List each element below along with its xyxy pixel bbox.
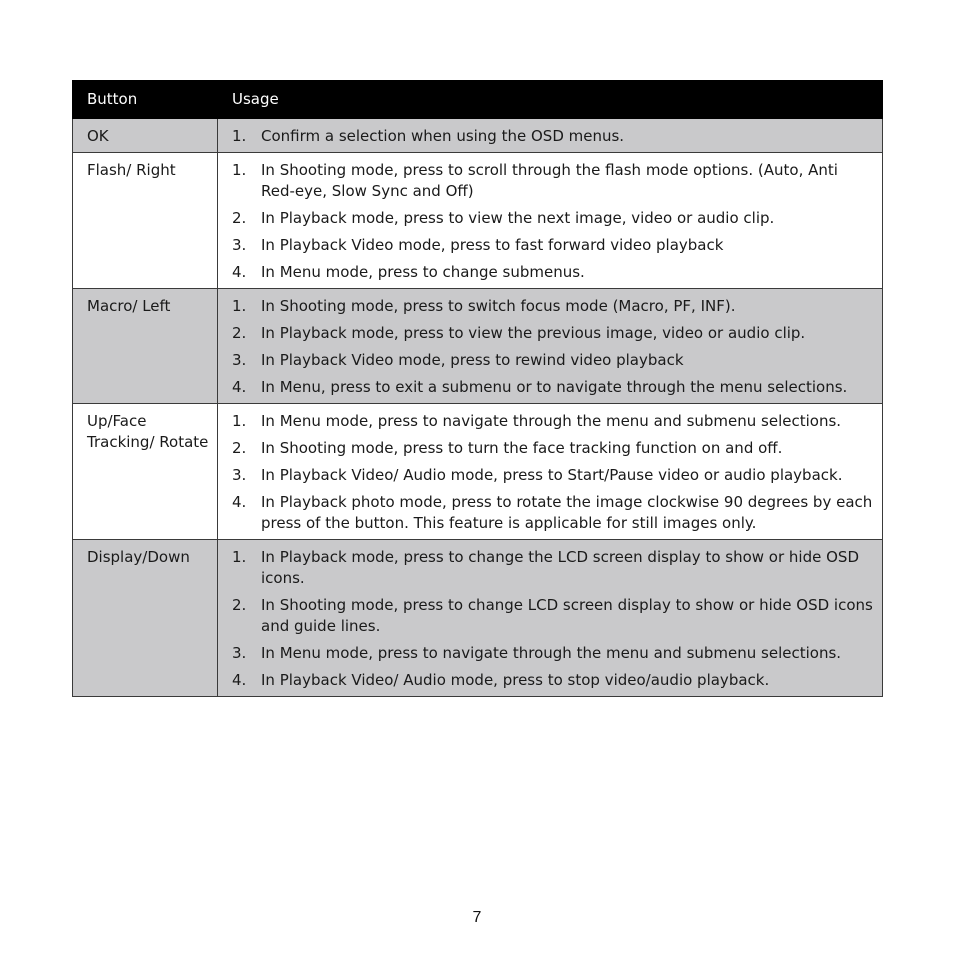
button-cell: Up/Face Tracking/ Rotate <box>73 404 218 540</box>
list-item <box>232 377 874 398</box>
list-item <box>232 438 874 459</box>
list-item <box>232 160 874 202</box>
item-number: 3. <box>232 466 247 484</box>
item-text: In Playback mode, press to change the LCD screen display to show or hide OSD icons. <box>261 548 859 587</box>
header-usage: Usage <box>218 81 883 119</box>
usage-cell <box>218 289 883 404</box>
list-item <box>232 262 874 283</box>
list-item <box>232 465 874 486</box>
list-item <box>232 323 874 344</box>
usage-cell <box>218 404 883 540</box>
item-number: 3. <box>232 236 247 254</box>
item-number: 3. <box>232 351 247 369</box>
header-button: Button <box>73 81 218 119</box>
item-text: In Shooting mode, press to scroll through the flash mode options. (Auto, Anti Red-eye, Slow Sync and Off) <box>261 161 838 200</box>
item-number: 1. <box>232 127 247 145</box>
item-number: 1. <box>232 548 247 566</box>
page-number: 7 <box>472 909 482 926</box>
item-text: In Playback Video mode, press to rewind video playback <box>261 351 684 369</box>
item-text: In Playback photo mode, press to rotate the image clockwise 90 degrees by each press of the button. This feature is applicable for still images only. <box>261 493 873 532</box>
list-item <box>232 595 874 637</box>
list-item <box>232 296 874 317</box>
list-item <box>232 350 874 371</box>
list-item <box>232 411 874 432</box>
list-item <box>232 492 874 534</box>
table-row <box>73 540 883 697</box>
usage-list <box>232 126 874 147</box>
button-cell: Flash/ Right <box>73 153 218 289</box>
usage-cell <box>218 540 883 697</box>
item-number: 4. <box>232 671 247 689</box>
item-number: 4. <box>232 263 247 281</box>
list-item <box>232 208 874 229</box>
item-number: 1. <box>232 297 247 315</box>
list-item <box>232 643 874 664</box>
item-number: 2. <box>232 209 247 227</box>
table-row <box>73 119 883 153</box>
button-cell: OK <box>73 119 218 153</box>
item-text: In Shooting mode, press to switch focus mode (Macro, PF, INF). <box>261 297 736 315</box>
list-item <box>232 547 874 589</box>
item-text: In Menu mode, press to navigate through the menu and submenu selections. <box>261 644 842 662</box>
usage-list <box>232 547 874 691</box>
item-number: 2. <box>232 596 247 614</box>
item-number: 2. <box>232 324 247 342</box>
item-number: 3. <box>232 644 247 662</box>
item-text: In Menu mode, press to navigate through the menu and submenu selections. <box>261 412 842 430</box>
list-item <box>232 670 874 691</box>
item-text: In Playback Video/ Audio mode, press to stop video/audio playback. <box>261 671 770 689</box>
usage-cell <box>218 119 883 153</box>
table-row <box>73 153 883 289</box>
item-number: 1. <box>232 161 247 179</box>
item-text: In Playback mode, press to view the previous image, video or audio clip. <box>261 324 806 342</box>
button-usage-table <box>72 80 883 697</box>
table-row <box>73 404 883 540</box>
table-header-row <box>73 81 883 119</box>
button-cell: Macro/ Left <box>73 289 218 404</box>
item-text: In Menu, press to exit a submenu or to navigate through the menu selections. <box>261 378 848 396</box>
usage-list <box>232 411 874 534</box>
item-text: In Menu mode, press to change submenus. <box>261 263 585 281</box>
table-row <box>73 289 883 404</box>
item-text: Confirm a selection when using the OSD menus. <box>261 127 625 145</box>
item-text: In Shooting mode, press to turn the face tracking function on and off. <box>261 439 783 457</box>
item-text: In Shooting mode, press to change LCD screen display to show or hide OSD icons and guide lines. <box>261 596 873 635</box>
item-number: 2. <box>232 439 247 457</box>
usage-list <box>232 160 874 283</box>
list-item <box>232 126 874 147</box>
usage-list <box>232 296 874 398</box>
item-text: In Playback Video mode, press to fast forward video playback <box>261 236 724 254</box>
item-number: 4. <box>232 493 247 511</box>
item-number: 4. <box>232 378 247 396</box>
usage-cell <box>218 153 883 289</box>
list-item <box>232 235 874 256</box>
button-cell: Display/Down <box>73 540 218 697</box>
item-text: In Playback Video/ Audio mode, press to Start/Pause video or audio playback. <box>261 466 843 484</box>
item-number: 1. <box>232 412 247 430</box>
item-text: In Playback mode, press to view the next image, video or audio clip. <box>261 209 775 227</box>
